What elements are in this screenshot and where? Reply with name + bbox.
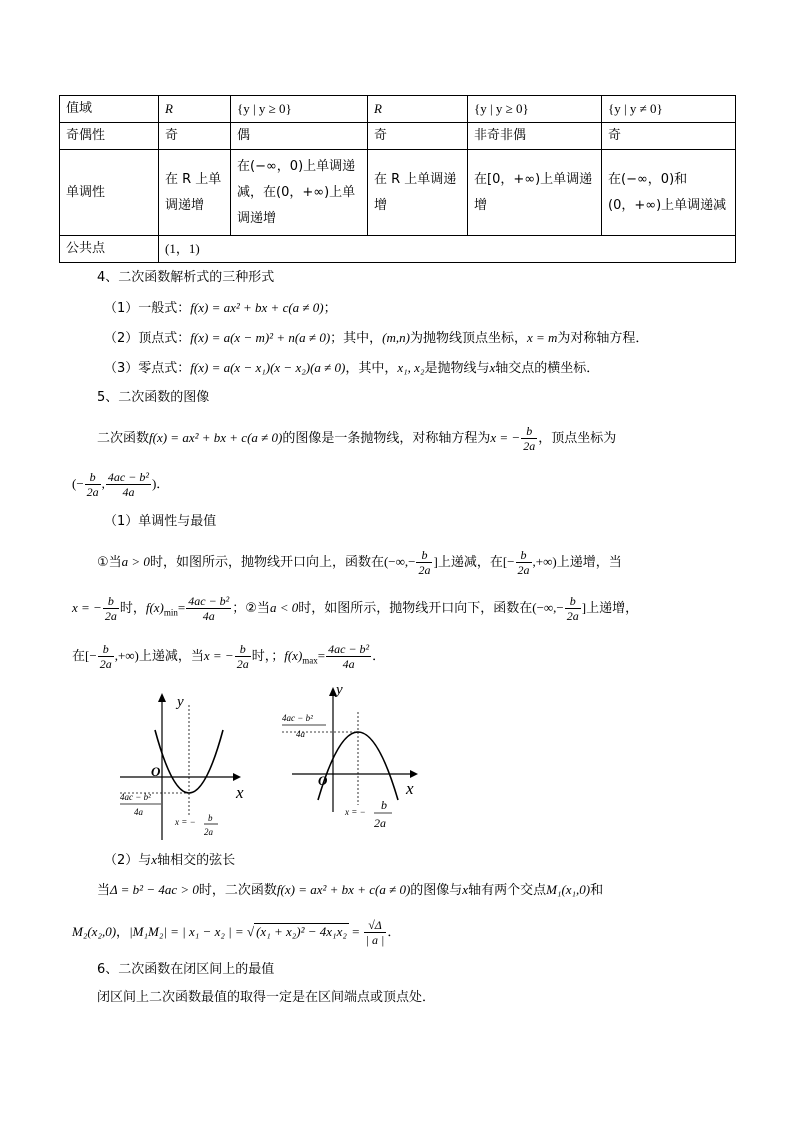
math-expr: |M₁M₂| = | x₁ − x₂ | = bbox=[129, 924, 247, 939]
formula-general bbox=[104, 298, 337, 319]
y-axis-label: y bbox=[336, 682, 343, 698]
text: 二次函数 bbox=[97, 431, 150, 446]
math-expr: x = − bbox=[203, 648, 234, 663]
math-expr: (−∞,− bbox=[383, 554, 416, 569]
math-expr: x bbox=[462, 882, 469, 897]
table-row bbox=[60, 236, 736, 263]
text: 的图像与 bbox=[410, 883, 463, 898]
math-expr: f(x) = a(x − x₁)(x − x₂)(a ≠ 0) bbox=[190, 360, 346, 375]
math-expr: x bbox=[489, 360, 496, 375]
table-cell: R bbox=[159, 96, 231, 123]
vertex-coordinates: (− $\frac{b}{2a}$ , $\frac{\text{4ac − b²}}{4a}$ )． bbox=[72, 470, 170, 499]
math-expr: x = − bbox=[72, 600, 102, 615]
subscript: max bbox=[302, 655, 318, 666]
math-expr: (x₁ + x₂)² − 4x₁x₂ bbox=[256, 924, 347, 939]
math-expr: M₂(x₂,0) bbox=[72, 924, 117, 939]
fraction bbox=[416, 548, 432, 577]
table-cell: 在[0，+∞)上单调递增 bbox=[468, 150, 602, 236]
math-expr: = bbox=[317, 648, 326, 663]
row-label: 单调性 bbox=[60, 150, 159, 236]
text: ，其中， bbox=[345, 361, 398, 376]
axis-eq-numerator: b bbox=[381, 798, 387, 812]
table-row bbox=[60, 123, 736, 150]
x-axis-arrow bbox=[410, 770, 418, 778]
axis-eq-denominator: 2a bbox=[204, 827, 213, 837]
chord-line1 bbox=[97, 880, 603, 901]
math-expr: f(x) bbox=[145, 600, 164, 615]
math-expr: a > 0 bbox=[121, 554, 150, 569]
case-line3 bbox=[72, 642, 385, 671]
text: 和 bbox=[590, 883, 604, 898]
text: ；其中， bbox=[330, 331, 383, 346]
section-4-title: 4、二次函数解析式的三种形式 bbox=[97, 270, 275, 285]
numerator: b bbox=[98, 642, 114, 657]
row-label: 值域 bbox=[60, 96, 159, 123]
numerator: √Δ bbox=[364, 918, 387, 933]
formula-vertex bbox=[104, 328, 648, 349]
numerator: 4ac − b² bbox=[107, 470, 149, 484]
formula-zero bbox=[104, 358, 599, 379]
math-expr: [− bbox=[502, 554, 515, 569]
table-row bbox=[60, 150, 736, 236]
text: ． bbox=[387, 925, 401, 940]
math-expr: f(x) = ax² + bx + c(a ≠ 0) bbox=[149, 430, 283, 445]
origin-label: O bbox=[151, 764, 161, 779]
math-expr: [− bbox=[85, 648, 97, 663]
denominator: 4a bbox=[122, 485, 135, 499]
denominator: 2a bbox=[104, 609, 117, 623]
text: 时，如图所示，抛物线开口向上，函数在 bbox=[149, 555, 384, 570]
text: 在 bbox=[72, 649, 86, 664]
math-expr: f(x) = a(x − m)² + n(a ≠ 0) bbox=[190, 330, 331, 345]
table-cell: R bbox=[368, 96, 468, 123]
origin-label: O bbox=[318, 773, 328, 788]
fraction bbox=[516, 548, 532, 577]
text: 时，； bbox=[251, 649, 285, 664]
min-value-numerator: 4ac − b² bbox=[120, 792, 151, 802]
numerator: 4ac − b² bbox=[188, 594, 230, 608]
denominator: 2a bbox=[236, 657, 249, 671]
table-cell: 在 R 上单调递增 bbox=[368, 150, 468, 236]
table-cell: 奇 bbox=[368, 123, 468, 150]
section-5-title: 5、二次函数的图像 bbox=[97, 390, 210, 405]
subsection-chord bbox=[104, 850, 235, 871]
text: 当 bbox=[97, 883, 111, 898]
graph-downward-parabola bbox=[278, 680, 423, 835]
label: （2）顶点式： bbox=[104, 331, 191, 346]
axis-eq-label: x = − bbox=[345, 807, 366, 817]
math-expr: f(x) = ax² + bx + c(a ≠ 0) bbox=[276, 882, 411, 897]
math-expr: x = m bbox=[526, 330, 558, 345]
function-properties-table bbox=[59, 95, 736, 263]
y-axis-arrow bbox=[158, 693, 166, 702]
table-cell: 在 R 上单调递增 bbox=[159, 150, 231, 236]
text: 为对称轴方程． bbox=[557, 331, 649, 346]
math-expr: x = − bbox=[490, 430, 521, 445]
table-cell: 奇 bbox=[159, 123, 231, 150]
denominator: | a | bbox=[365, 933, 385, 947]
text: 为抛物线顶点坐标， bbox=[409, 331, 527, 346]
text: 时， bbox=[119, 601, 146, 616]
table-cell: {y | y ≥ 0} bbox=[468, 96, 602, 123]
text: ． bbox=[372, 649, 386, 664]
graph-upward-parabola bbox=[115, 690, 250, 845]
text: 时，如图所示，抛物线开口向下，函数在 bbox=[298, 601, 533, 616]
text: 的图像是一条抛物线，对称轴方程为 bbox=[282, 431, 491, 446]
denominator: 4a bbox=[342, 657, 355, 671]
denominator: 2a bbox=[99, 657, 112, 671]
section-6-text: 闭区间上二次函数最值的取得一定是在区间端点或顶点处． bbox=[97, 990, 436, 1005]
text: 上递减，当 bbox=[138, 649, 204, 664]
text: 轴有两个交点 bbox=[468, 883, 547, 898]
subsection-monotonicity: （1）单调性与最值 bbox=[104, 514, 217, 529]
denominator: 4a bbox=[202, 609, 215, 623]
text: 上递增， bbox=[586, 601, 639, 616]
numerator: b bbox=[416, 548, 432, 563]
text: ，顶点坐标为 bbox=[538, 431, 617, 446]
min-value-denominator: 4a bbox=[134, 807, 143, 817]
math-expr: = bbox=[177, 600, 186, 615]
math-expr: f(x) bbox=[284, 648, 303, 663]
math-expr: ,+∞) bbox=[532, 554, 557, 569]
math-expr: ,+∞) bbox=[114, 648, 139, 663]
numerator: 4ac − b² bbox=[328, 642, 370, 656]
text: )． bbox=[151, 476, 170, 491]
table-cell: 奇 bbox=[602, 123, 736, 150]
table-cell: 偶 bbox=[231, 123, 368, 150]
fraction bbox=[521, 424, 537, 453]
numerator: b bbox=[516, 548, 532, 563]
fraction bbox=[326, 642, 371, 671]
fraction bbox=[106, 470, 151, 499]
chord-line2 bbox=[72, 918, 400, 947]
fraction bbox=[85, 470, 101, 499]
text: (− bbox=[72, 476, 84, 491]
numerator: b bbox=[565, 594, 581, 609]
axis-eq-denominator: 2a bbox=[374, 816, 386, 830]
math-expr: (−∞,− bbox=[532, 600, 564, 615]
math-expr: ] bbox=[581, 600, 587, 615]
numerator: b bbox=[235, 642, 251, 657]
table-cell: 在(−∞，0)上单调递减，在(0，+∞)上单调递增 bbox=[231, 150, 368, 236]
math-expr: (m,n) bbox=[382, 330, 410, 345]
fraction bbox=[364, 918, 387, 947]
math-expr: a < 0 bbox=[269, 600, 299, 615]
math-expr: = bbox=[348, 924, 363, 939]
text: 上递减，在 bbox=[437, 555, 503, 570]
text: 轴交点的横坐标． bbox=[495, 361, 600, 376]
denominator: 2a bbox=[86, 485, 99, 499]
case-line2 bbox=[72, 594, 638, 623]
table-cell: {y | y ≠ 0} bbox=[602, 96, 736, 123]
max-value-numerator: 4ac − b² bbox=[282, 713, 313, 723]
case-positive-line1 bbox=[97, 548, 622, 577]
text: ；②当 bbox=[232, 601, 270, 616]
denominator: 2a bbox=[418, 563, 431, 577]
graph-description bbox=[97, 424, 616, 453]
fraction bbox=[565, 594, 581, 623]
label: （1）一般式： bbox=[104, 301, 191, 316]
table-cell: 非奇非偶 bbox=[468, 123, 602, 150]
row-label: 奇偶性 bbox=[60, 123, 159, 150]
label: （3）零点式： bbox=[104, 361, 191, 376]
denominator: 2a bbox=[566, 609, 579, 623]
math-expr: M₁(x₁,0) bbox=[546, 882, 591, 897]
numerator: b bbox=[103, 594, 119, 609]
axis-eq-numerator: b bbox=[208, 813, 213, 823]
math-expr: x₁, x₂ bbox=[397, 360, 425, 375]
text: 上递增，当 bbox=[556, 555, 622, 570]
table-cell: 在(−∞，0)和(0，+∞)上单调递减 bbox=[602, 150, 736, 236]
text: 是抛物线与 bbox=[424, 361, 490, 376]
math-expr: f(x) = ax² + bx + c(a ≠ 0) bbox=[190, 300, 324, 315]
math-expr: Δ = b² − 4ac > 0 bbox=[110, 882, 199, 897]
fraction bbox=[235, 642, 251, 671]
math-expr: ] bbox=[433, 554, 438, 569]
axis-eq-label: x = − bbox=[175, 817, 196, 827]
x-axis-arrow bbox=[233, 773, 241, 781]
x-axis-label: x bbox=[236, 783, 244, 802]
y-axis-label: y bbox=[177, 694, 184, 710]
fraction bbox=[103, 594, 119, 623]
text: 时，二次函数 bbox=[198, 883, 277, 898]
section-6-title: 6、二次函数在闭区间上的最值 bbox=[97, 962, 275, 977]
text: 轴相交的弦长 bbox=[157, 853, 236, 868]
denominator: 2a bbox=[523, 439, 536, 453]
denominator: 2a bbox=[517, 563, 530, 577]
sqrt-symbol: √ bbox=[246, 924, 255, 939]
text: ， bbox=[116, 925, 130, 940]
math-expr: x bbox=[151, 852, 158, 867]
x-axis-label: x bbox=[406, 779, 414, 798]
table-cell: {y | y ≥ 0} bbox=[231, 96, 368, 123]
subscript: min bbox=[163, 607, 178, 618]
table-row bbox=[60, 96, 736, 123]
fraction bbox=[98, 642, 114, 671]
table-cell: (1，1) bbox=[159, 236, 736, 263]
text: （2）与 bbox=[104, 853, 152, 868]
numerator: b bbox=[85, 470, 101, 485]
row-label: 公共点 bbox=[60, 236, 159, 263]
numerator: b bbox=[521, 424, 537, 439]
text: ①当 bbox=[97, 555, 122, 570]
fraction bbox=[186, 594, 231, 623]
text: ； bbox=[323, 301, 337, 316]
max-value-denominator: 4a bbox=[296, 729, 305, 739]
